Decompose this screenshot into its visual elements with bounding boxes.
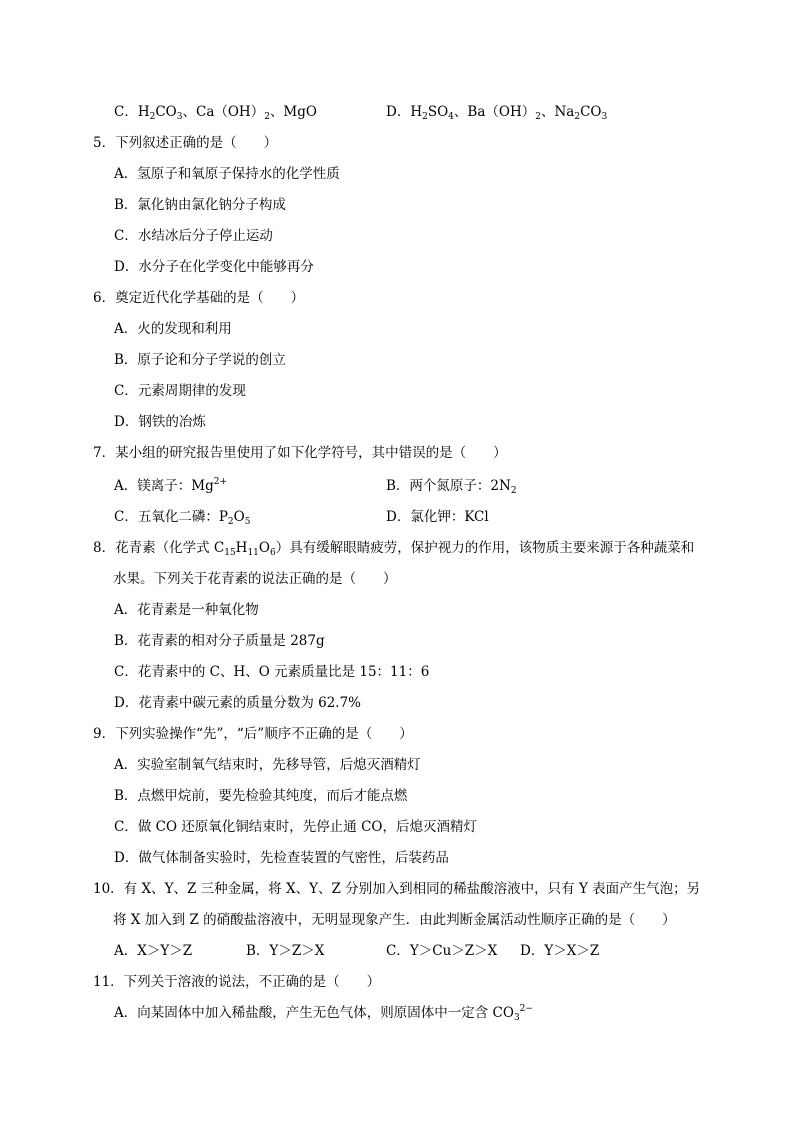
question-6-stem: 6．奠定近代化学基础的是（ ） <box>93 290 305 306</box>
question-10-stem-continued: 将 X 加入到 Z 的硝酸盐溶液中，无明显现象产生．由此判断金属活动性顺序正确的是（ ） <box>113 912 676 928</box>
q5-option-c: C．水结冰后分子停止运动 <box>114 228 273 244</box>
q5-option-a: A．氢原子和氧原子保持水的化学性质 <box>114 166 340 182</box>
q10-option-c: C．Y＞Cu＞Z＞X <box>386 943 498 959</box>
q6-option-c: C．元素周期律的发现 <box>114 383 246 399</box>
q7-option-a: A．镁离子：$Mg^{2+}$ <box>114 477 227 494</box>
q7-option-b: B．两个氮原子：$2N_2$ <box>386 478 517 496</box>
q8-option-a: A．花青素是一种氧化物 <box>114 602 259 618</box>
q9-option-d: D．做气体制备实验时，先检查装置的气密性，后装药品 <box>114 850 449 866</box>
q7-option-c: C．五氧化二磷：$P_2O_5$ <box>114 509 251 527</box>
q6-option-b: B．原子论和分子学说的创立 <box>114 352 286 368</box>
q9-option-b: B．点燃甲烷前，要先检验其纯度，而后才能点燃 <box>114 788 408 804</box>
q7-option-d: D．氯化钾：KCl <box>386 509 489 525</box>
question-5-stem: 5．下列叙述正确的是（ ） <box>93 135 278 151</box>
q6-option-a: A．火的发现和利用 <box>114 321 232 337</box>
q4-option-c: C．$H_2CO_3$、$Ca(OH)_2$、MgO <box>114 104 317 122</box>
q10-option-a: A．X＞Y＞Z <box>114 943 193 959</box>
q8-option-d: D．花青素中碳元素的质量分数为 62.7% <box>114 695 362 711</box>
q5-option-d: D．水分子在化学变化中能够再分 <box>114 259 314 275</box>
q8-option-c: C．花青素中的 C、H、O 元素质量比是 15：11：6 <box>114 664 430 680</box>
question-9-stem: 9．下列实验操作“先”，“后”顺序不正确的是（ ） <box>93 726 413 742</box>
q4-option-d: D．$H_2SO_4$、$Ba(OH)_2$、$Na_2CO_3$ <box>386 104 608 122</box>
question-7-stem: 7．某小组的研究报告里使用了如下化学符号，其中错误的是（ ） <box>93 445 507 461</box>
q10-option-d: D．Y＞X＞Z <box>520 943 600 959</box>
q6-option-d: D．钢铁的冶炼 <box>114 414 206 430</box>
q9-option-a: A．实验室制氧气结束时，先移导管，后熄灭酒精灯 <box>114 757 421 773</box>
question-10-stem: 10．有 X、Y、Z 三种金属，将 X、Y、Z 分别加入到相同的稀盐酸溶液中，只有 Y 表面产生气泡；另 <box>93 881 701 897</box>
q5-option-b: B．氯化钠由氯化钠分子构成 <box>114 197 286 213</box>
question-8-stem-continued: 水果。下列关于花青素的说法正确的是（ ） <box>113 571 397 587</box>
question-8-stem: 8．花青素（化学式 $C_{15}H_{11}O_6$）具有缓解眼睛疲劳，保护视力的作用，该物质主要来源于各种蔬菜和 <box>93 540 695 558</box>
q11-option-a: A．向某固体中加入稀盐酸，产生无色气体，则原固体中一定含 $CO_3^{2-}$ <box>114 1004 533 1023</box>
q9-option-c: C．做 CO 还原氧化铜结束时，先停止通 CO，后熄灭酒精灯 <box>114 819 477 835</box>
q10-option-b: B．Y＞Z＞X <box>246 943 325 959</box>
question-11-stem: 11．下列关于溶液的说法，不正确的是（ ） <box>93 974 381 990</box>
q8-option-b: B．花青素的相对分子质量是 287g <box>114 633 325 649</box>
